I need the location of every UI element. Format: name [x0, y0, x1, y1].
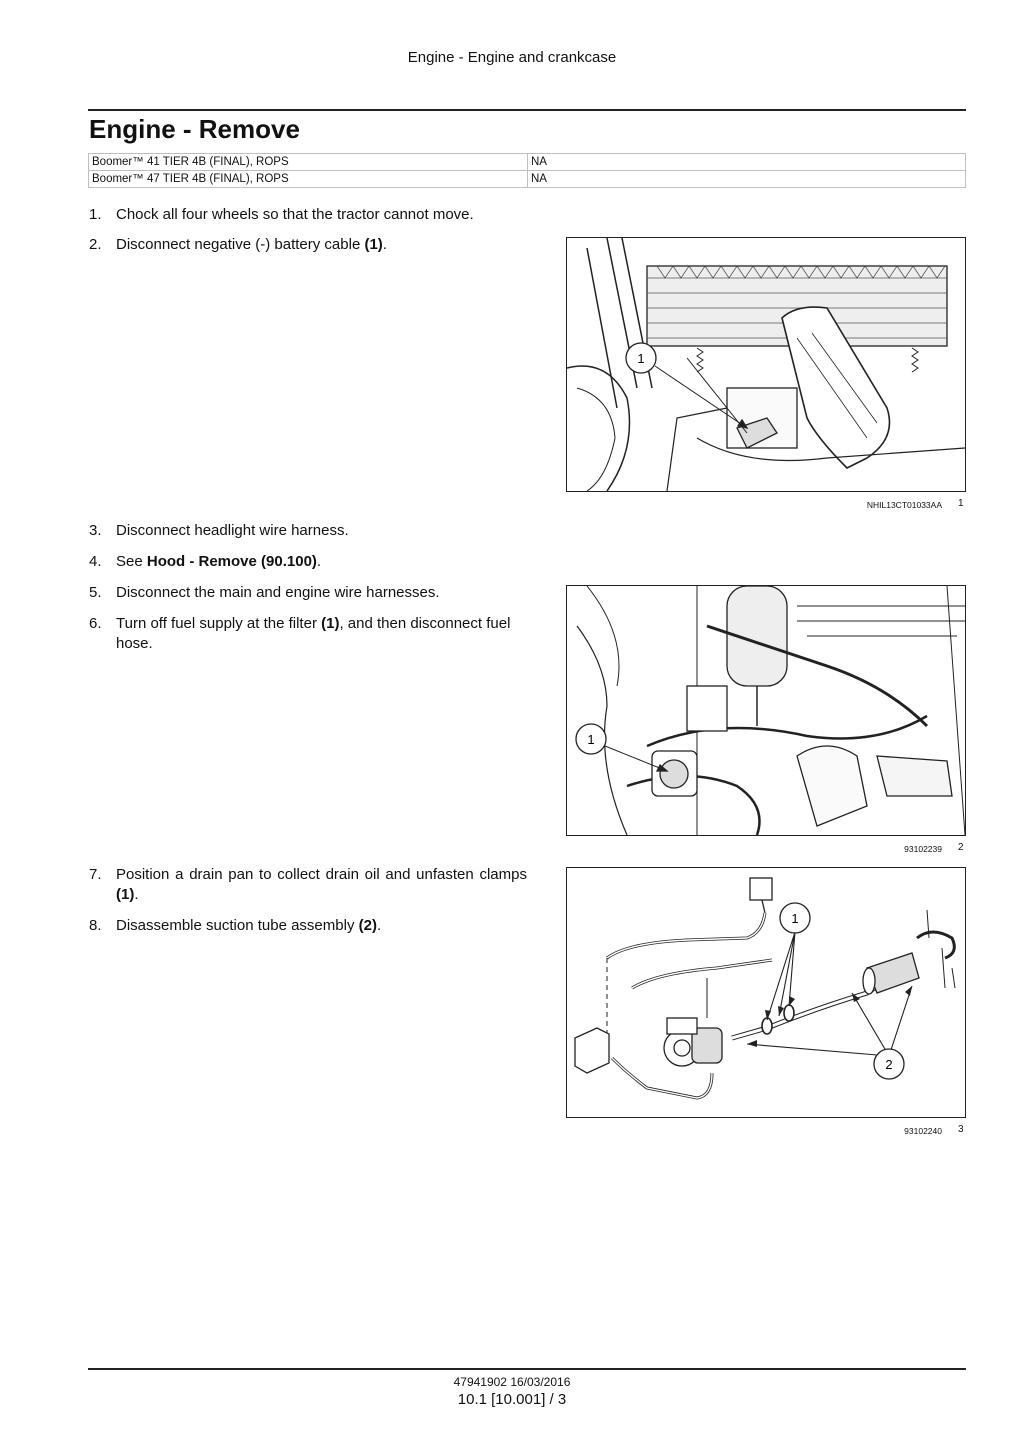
table-row	[89, 154, 966, 171]
table-row	[89, 171, 966, 188]
step-text: Disassemble suction tube assembly (2).	[116, 917, 382, 934]
figure-number: 1	[958, 498, 964, 509]
step-number: 3.	[89, 522, 102, 539]
step-3	[89, 521, 527, 541]
step-text: Chock all four wheels so that the tractor cannot move.	[116, 206, 474, 223]
callout-label: 1	[637, 351, 645, 366]
step-text: See Hood - Remove (90.100).	[116, 553, 322, 570]
step-number: 2.	[89, 236, 102, 253]
value-cell: NA	[528, 154, 966, 171]
step-number: 5.	[89, 584, 102, 601]
step-text: Position a drain pan to collect drain oil and unfasten clamps (1).	[116, 866, 527, 903]
running-header: Engine - Engine and crankcase	[407, 49, 617, 66]
figure-number: 2	[958, 842, 964, 853]
cross-reference-link: Hood - Remove (90.100)	[146, 553, 317, 570]
step-text: Disconnect the main and engine wire harnesses.	[116, 584, 440, 601]
callout-label: 2	[885, 1057, 893, 1072]
figure-code: 93102239	[904, 844, 942, 854]
figure-code: NHIL13CT01033AA	[866, 500, 942, 510]
step-number: 4.	[89, 553, 102, 570]
figure-1-battery-cable	[566, 237, 966, 492]
value-cell: NA	[528, 171, 966, 188]
step-text: Disconnect negative (-) battery cable (1).	[116, 236, 387, 253]
step-7	[89, 865, 527, 905]
engine-fuel-illustration	[567, 586, 965, 835]
model-cell: Boomer™ 41 TIER 4B (FINAL), ROPS	[89, 154, 528, 171]
suction-tube-exploded-view	[567, 868, 965, 1117]
footer-rule	[88, 1368, 966, 1370]
step-text: Disconnect headlight wire harness.	[116, 522, 349, 539]
page-reference: 10.1 [10.001] / 3	[457, 1391, 567, 1408]
callout-label: 1	[587, 732, 595, 747]
callout-label: 1	[791, 911, 799, 926]
step-number: 1.	[89, 206, 102, 223]
figure-number: 3	[958, 1124, 964, 1135]
step-number: 6.	[89, 615, 102, 632]
step-number: 8.	[89, 917, 102, 934]
header-rule	[88, 109, 966, 111]
step-6	[89, 614, 527, 654]
engine-bay-illustration	[567, 238, 965, 491]
page-title: Engine - Remove	[89, 114, 300, 144]
step-1	[89, 205, 527, 225]
document-reference: 47941902 16/03/2016	[453, 1375, 571, 1389]
model-cell: Boomer™ 47 TIER 4B (FINAL), ROPS	[89, 171, 528, 188]
step-4	[89, 552, 527, 572]
step-2	[89, 235, 527, 255]
figure-3-suction-tube	[566, 867, 966, 1118]
step-number: 7.	[89, 866, 102, 883]
figure-code: 93102240	[904, 1126, 942, 1136]
step-8	[89, 916, 527, 936]
figure-2-fuel-filter	[566, 585, 966, 836]
step-5	[89, 583, 527, 603]
applicability-table	[88, 153, 966, 188]
step-text: Turn off fuel supply at the filter (1), and then disconnect fuel hose.	[116, 615, 511, 652]
